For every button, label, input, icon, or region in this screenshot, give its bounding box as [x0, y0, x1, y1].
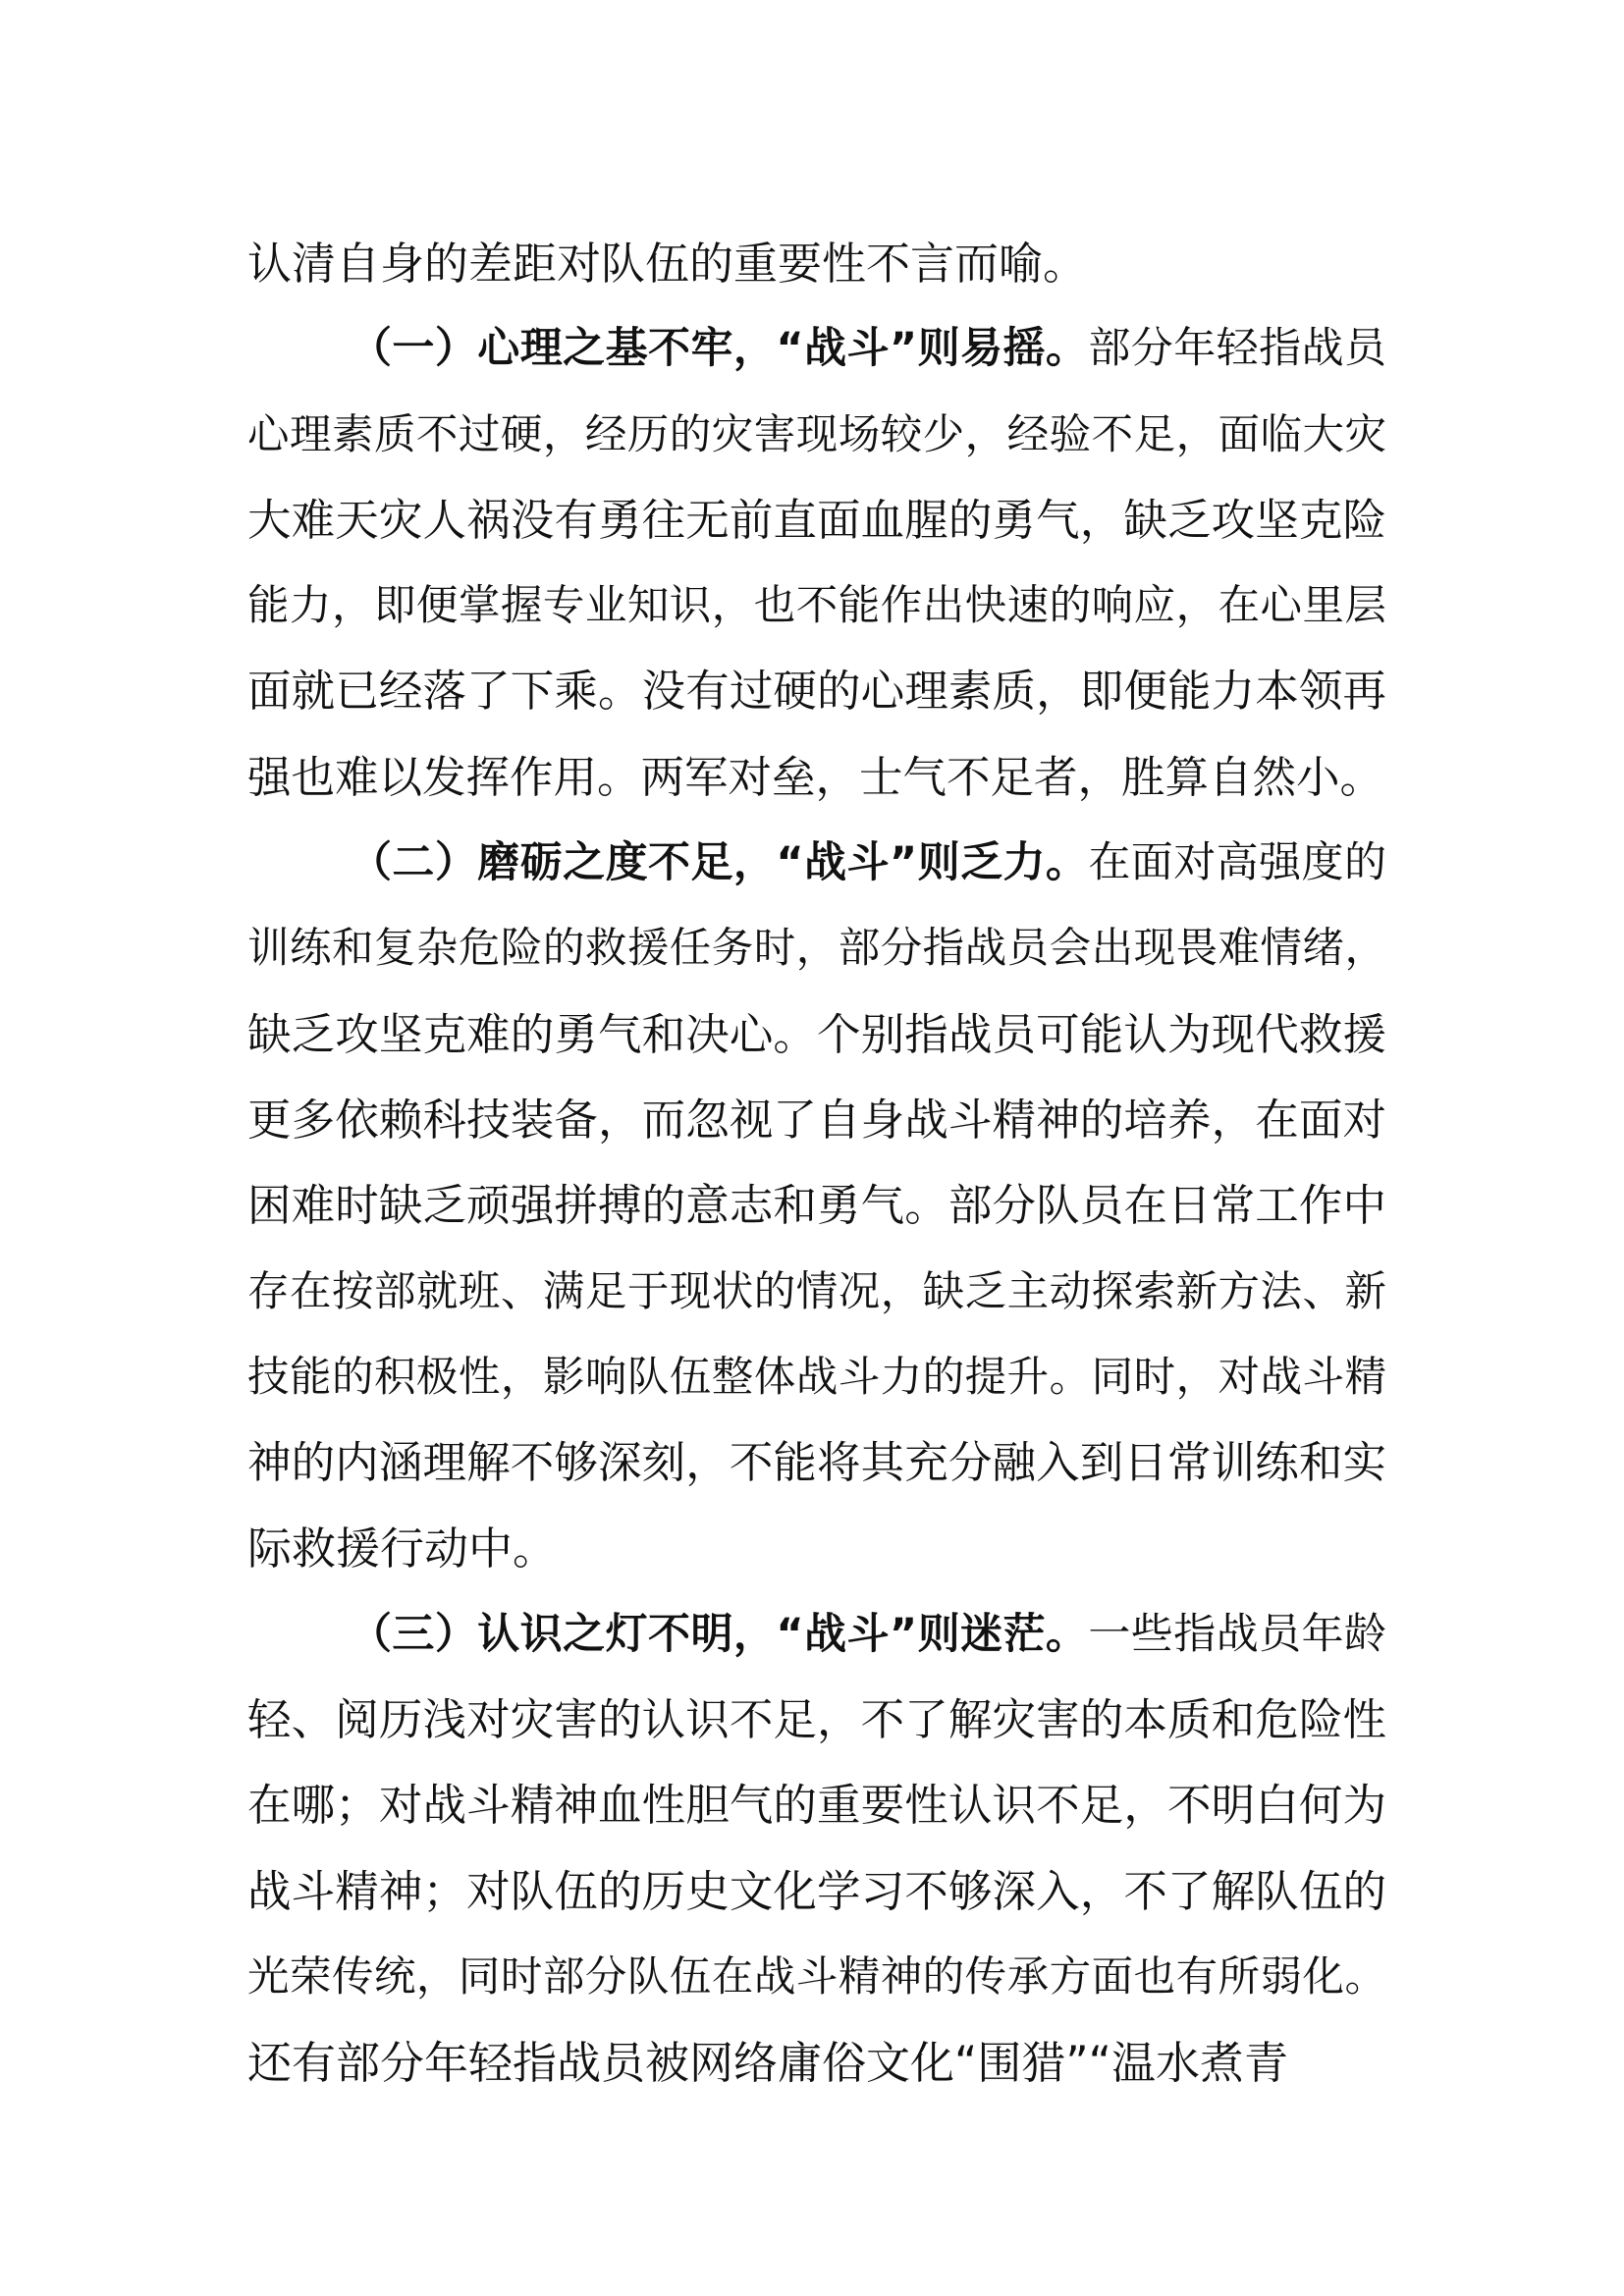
section-3-heading: （三）认识之灯不明，“战斗”则迷茫。 — [350, 1609, 1089, 1659]
body-line: 还有部分年轻指战员被网络庸俗文化“围猎”“温水煮青 — [247, 2037, 1288, 2090]
section-1-first-line — [247, 306, 1386, 392]
section-2-heading: （二）磨砺之度不足，“战斗”则乏力。 — [350, 838, 1089, 888]
section-3-first-line-rest: 一些指战员年龄 — [1088, 1609, 1386, 1659]
section-3-first-line — [247, 1592, 1386, 1678]
body-line: 技能的积极性，影响队伍整体战斗力的提升。同时，对战斗精 — [247, 1353, 1386, 1402]
body-line: 心理素质不过硬，经历的灾害现场较少，经验不足，面临大灾 — [247, 410, 1386, 459]
body-line: 在哪；对战斗精神血性胆气的重要性认识不足，不明白何为 — [247, 1781, 1386, 1832]
body-line: 强也难以发挥作用。两军对垒，士气不足者，胜算自然小。 — [247, 752, 1384, 803]
section-2-first-line — [247, 821, 1386, 906]
body-line: 光荣传统，同时部分队伍在战斗精神的传承方面也有所弱化。 — [247, 1952, 1386, 2002]
body-line: 面就已经落了下乘。没有过硬的心理素质，即便能力本领再 — [247, 667, 1386, 718]
document-body — [247, 221, 1386, 2107]
body-line: 困难时缺乏顽强拼搏的意志和勇气。部分队员在日常工作中 — [247, 1181, 1386, 1232]
body-line: 神的内涵理解不够深刻，不能将其充分融入到日常训练和实 — [247, 1438, 1386, 1489]
body-line: 大难天灾人祸没有勇往无前直面血腥的勇气，缺乏攻坚克险 — [247, 495, 1386, 546]
body-line: 能力，即便掌握专业知识，也不能作出快速的响应，在心里层 — [247, 582, 1386, 631]
section-2-first-line-rest: 在面对高强度的 — [1088, 838, 1386, 888]
section-1-heading: （一）心理之基不牢，“战斗”则易摇。 — [350, 324, 1089, 374]
body-line: 更多依赖科技装备，而忽视了自身战斗精神的培养，在面对 — [247, 1095, 1386, 1146]
body-line: 存在按部就班、满足于现状的情况，缺乏主动探索新方法、新 — [247, 1267, 1386, 1316]
body-line: 训练和复杂危险的救援任务时，部分指战员会出现畏难情绪， — [247, 925, 1386, 974]
section-1-first-line-rest: 部分年轻指战员 — [1088, 324, 1386, 374]
body-line: 际救援行动中。 — [247, 1522, 558, 1575]
body-line: 认清自身的差距对队伍的重要性不言而喻。 — [247, 238, 1088, 290]
body-line: 轻、阅历浅对灾害的认识不足，不了解灾害的本质和危险性 — [247, 1695, 1386, 1746]
body-line: 缺乏攻坚克难的勇气和决心。个别指战员可能认为现代救援 — [247, 1009, 1386, 1060]
body-line: 战斗精神；对队伍的历史文化学习不够深入，不了解队伍的 — [247, 1866, 1386, 1917]
